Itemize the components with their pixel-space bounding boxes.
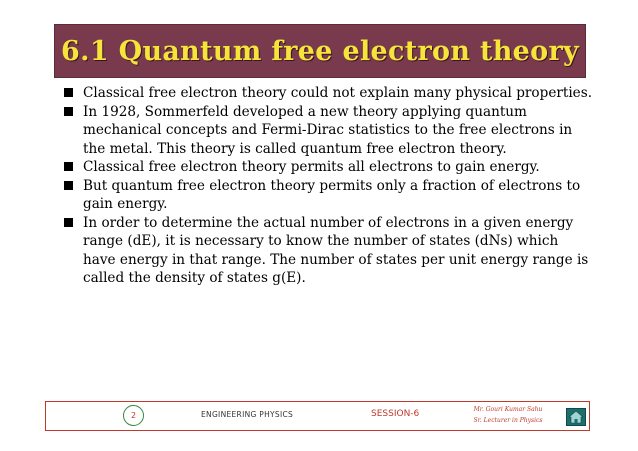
square-bullet-icon	[64, 162, 73, 171]
bullet-item	[64, 177, 594, 214]
home-button[interactable]	[566, 408, 586, 426]
square-bullet-icon	[64, 181, 73, 190]
author-credit	[468, 404, 548, 426]
square-bullet-icon	[64, 218, 73, 227]
session-label: SESSION-6	[371, 409, 420, 419]
bullet-item	[64, 84, 594, 103]
bullet-text: Classical free electron theory permits all electrons to gain energy.	[83, 159, 540, 175]
author-name: Mr. Gouri Kumar Sahu	[473, 406, 543, 413]
slide-title: 6.1 Quantum free electron theory	[61, 35, 579, 67]
square-bullet-icon	[64, 88, 73, 97]
bullet-text: In order to determine the actual number of electrons in a given energy range (dE), it is necessary to know the number of states (dNs) which have energy in that range. The number of states per unit energy range is called the density of states g(E).	[83, 214, 589, 286]
slide-title-banner	[54, 24, 586, 78]
bullet-item	[64, 214, 594, 288]
bullet-item	[64, 103, 594, 159]
bullet-text: In 1928, Sommerfeld developed a new theory applying quantum mechanical concepts and Fermi-Dirac statistics to the free electrons in the metal. This theory is called quantum free electron theory.	[83, 103, 573, 157]
slide-footer	[45, 401, 590, 431]
square-bullet-icon	[64, 107, 73, 116]
bullet-text: But quantum free electron theory permits only a fraction of electrons to gain energy.	[83, 177, 581, 212]
page-number: 2	[123, 405, 144, 426]
home-icon	[567, 409, 585, 425]
bullet-item	[64, 158, 594, 177]
bullet-list	[64, 84, 594, 288]
bullet-text: Classical free electron theory could not explain many physical properties.	[83, 85, 593, 101]
course-name: ENGINEERING PHYSICS	[201, 410, 294, 419]
author-title: Sr. Lecturer in Physics	[473, 417, 543, 424]
